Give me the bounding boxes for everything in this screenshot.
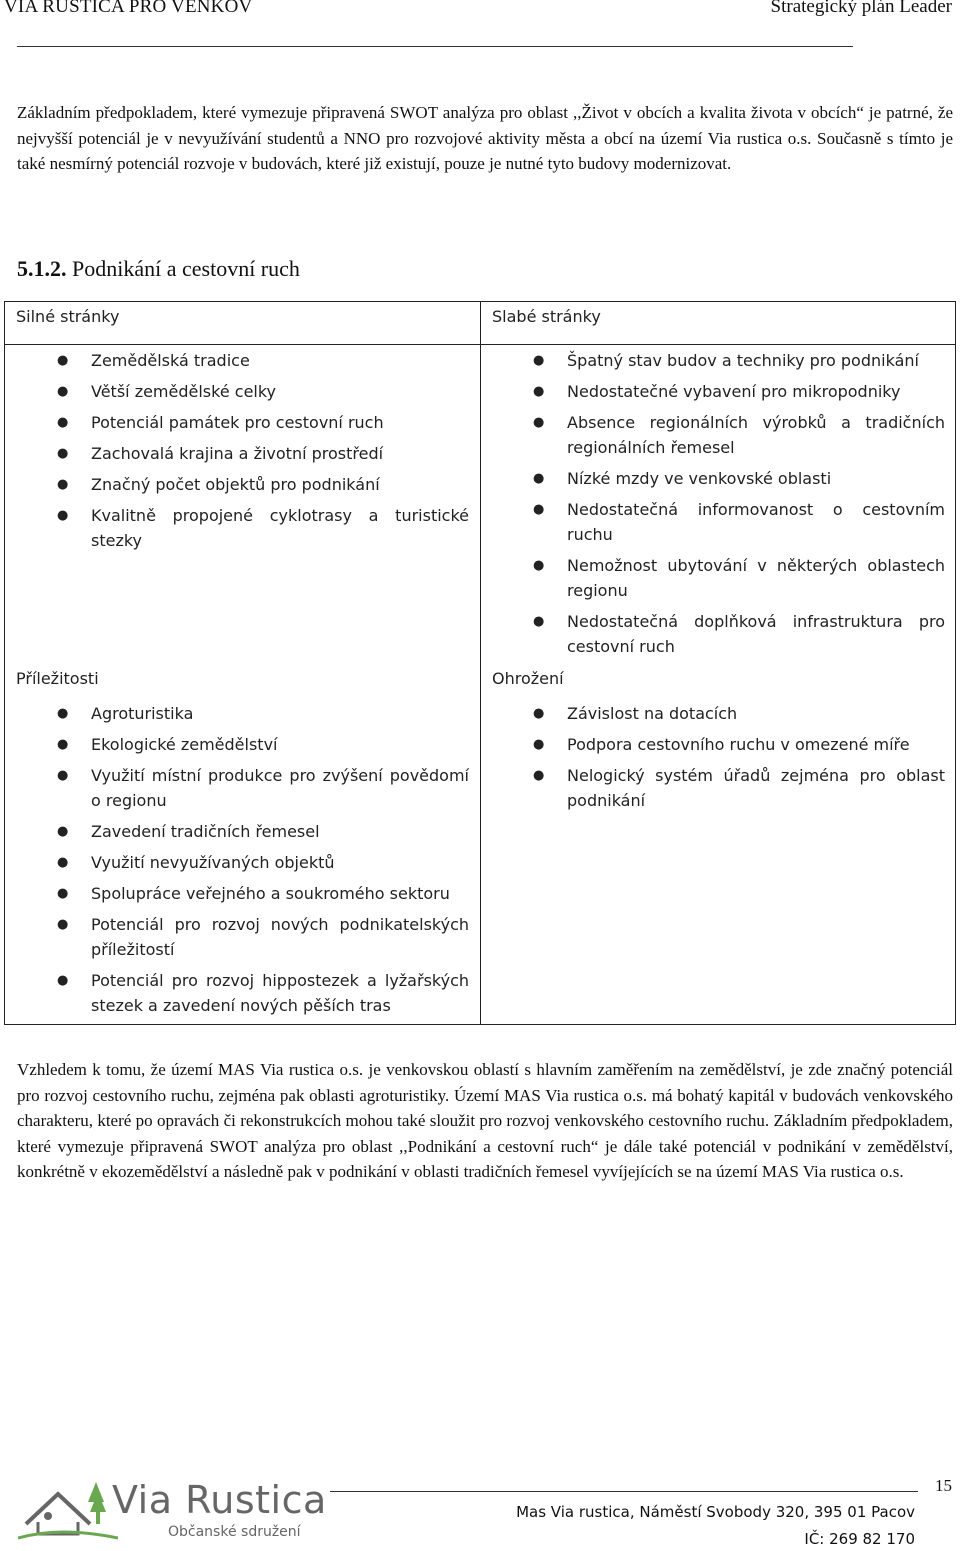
strength-item-text: Zemědělská tradice bbox=[91, 351, 250, 370]
logo-subtitle: Občanské sdružení bbox=[168, 1524, 301, 1540]
weakness-item-text: Nedostatečné vybavení pro mikropodniky bbox=[567, 382, 901, 401]
swot-column-divider bbox=[480, 302, 481, 1024]
weakness-item-text: Nedostatečná doplňková infrastruktura pro cestovní ruch bbox=[567, 612, 945, 656]
strength-item-text: Značný počet objektů pro podnikání bbox=[91, 475, 380, 494]
bullet-icon: ● bbox=[533, 353, 545, 368]
bullet-icon: ● bbox=[533, 737, 545, 752]
strength-item-text: Zachovalá krajina a životní prostředí bbox=[91, 444, 384, 463]
house-tree-logo-icon bbox=[18, 1472, 118, 1542]
bullet-icon: ● bbox=[57, 824, 69, 839]
weakness-item-text: Nízké mzdy ve venkovské oblasti bbox=[567, 469, 832, 488]
closing-paragraph: Vzhledem k tomu, že území MAS Via rustica o.s. je venkovskou oblastí s hlavním zaměřením na zemědělství, je zde značný potenciál pro rozvoj cestovního ruchu, zejména pak oblasti agroturistiky. Území MAS Via rustica o.s. má bohatý kapitál v budovách venkovského charakteru, které po opravách či rekonstrukcích mohou také sloužit pro rozvoj venkovského cestovního ruchu. Základním předpokladem, které vymezuje připravená SWOT analýza pro oblast ,,Podnikání a cestovní ruch“ je dále také potenciál v podnikání v zemědělství, konkrétně v ekozemědělství a následně pak v podnikání v oblasti tradičních řemesel vyvíjejících se na území MAS Via rustica o.s. bbox=[17, 1060, 953, 1181]
bullet-icon: ● bbox=[57, 768, 69, 783]
weaknesses-list bbox=[531, 348, 945, 665]
opportunity-item bbox=[55, 968, 469, 1018]
threat-item-text: Nelogický systém úřadů zejména pro oblast podnikání bbox=[567, 766, 945, 810]
weakness-item bbox=[531, 497, 945, 547]
bullet-icon: ● bbox=[533, 768, 545, 783]
weakness-item bbox=[531, 466, 945, 491]
opportunity-item bbox=[55, 881, 469, 906]
weakness-item bbox=[531, 410, 945, 460]
intro-paragraph: Základním předpokladem, které vymezuje připravená SWOT analýza pro oblast ,,Život v obcích a kvalita života v obcích“ je patrné, že nejvyšší potenciál je v nevyužívání studentů a NNO pro rozvojové aktivity města a obcí na území Via rustica o.s. Současně s tímto je také nesmírný potenciál rozvoje v budovách, které již existují, pouze je nutné tyto budovy modernizovat. bbox=[17, 103, 953, 173]
footer-divider bbox=[330, 1491, 918, 1492]
weakness-item bbox=[531, 553, 945, 603]
strength-item-text: Potenciál památek pro cestovní ruch bbox=[91, 413, 384, 432]
weakness-item-text: Absence regionálních výrobků a tradičních regionálních řemesel bbox=[567, 413, 945, 457]
threat-item-text: Závislost na dotacích bbox=[567, 704, 738, 723]
section-heading bbox=[17, 256, 300, 282]
bullet-icon: ● bbox=[57, 973, 69, 988]
opportunity-item bbox=[55, 763, 469, 813]
swot-table bbox=[4, 301, 956, 1025]
strength-item bbox=[55, 379, 469, 404]
bullet-icon: ● bbox=[533, 502, 545, 517]
opportunity-item-text: Agroturistika bbox=[91, 704, 194, 723]
footer-ic: IČ: 269 82 170 bbox=[804, 1530, 915, 1548]
bullet-icon: ● bbox=[57, 706, 69, 721]
opportunity-item-text: Ekologické zemědělství bbox=[91, 735, 278, 754]
header-org-name: VIA RUSTICA PRO VENKOV bbox=[4, 0, 253, 17]
opportunity-item-text: Využití místní produkce pro zvýšení povědomí o regionu bbox=[91, 766, 469, 810]
header-document-title: Strategický plán Leader bbox=[770, 0, 952, 17]
strength-item bbox=[55, 503, 469, 553]
opportunities-list bbox=[55, 701, 469, 1024]
threats-title: Ohrožení bbox=[492, 669, 564, 688]
bullet-icon: ● bbox=[533, 614, 545, 629]
bullet-icon: ● bbox=[533, 384, 545, 399]
opportunity-item bbox=[55, 850, 469, 875]
section-title: Podnikání a cestovní ruch bbox=[72, 256, 300, 281]
logo-name: Via Rustica bbox=[112, 1478, 327, 1522]
footer-address: Mas Via rustica, Náměstí Svobody 320, 395 01 Pacov bbox=[516, 1503, 915, 1521]
opportunity-item bbox=[55, 819, 469, 844]
section-number: 5.1.2. bbox=[17, 256, 67, 281]
swot-header-divider bbox=[5, 344, 955, 345]
bullet-icon: ● bbox=[57, 415, 69, 430]
strength-item-text: Větší zemědělské celky bbox=[91, 382, 277, 401]
opportunity-item-text: Potenciál pro rozvoj nových podnikatelských příležitostí bbox=[91, 915, 469, 959]
strength-item-text: Kvalitně propojené cyklotrasy a turistické stezky bbox=[91, 506, 469, 550]
header-divider bbox=[17, 46, 853, 47]
bullet-icon: ● bbox=[533, 558, 545, 573]
opportunity-item-text: Potenciál pro rozvoj hippostezek a lyžařských stezek a zavedení nových pěších tras bbox=[91, 971, 469, 1015]
bullet-icon: ● bbox=[57, 477, 69, 492]
threat-item bbox=[531, 763, 945, 813]
strength-item bbox=[55, 472, 469, 497]
threats-list bbox=[531, 701, 945, 819]
bullet-icon: ● bbox=[57, 855, 69, 870]
opportunity-item-text: Využití nevyužívaných objektů bbox=[91, 853, 335, 872]
bullet-icon: ● bbox=[533, 706, 545, 721]
weakness-item bbox=[531, 379, 945, 404]
bullet-icon: ● bbox=[57, 508, 69, 523]
opportunity-item bbox=[55, 701, 469, 726]
opportunity-item-text: Spolupráce veřejného a soukromého sektoru bbox=[91, 884, 450, 903]
bullet-icon: ● bbox=[533, 415, 545, 430]
strength-item bbox=[55, 348, 469, 373]
opportunity-item bbox=[55, 732, 469, 757]
threat-item-text: Podpora cestovního ruchu v omezené míře bbox=[567, 735, 910, 754]
via-rustica-logo bbox=[18, 1472, 328, 1544]
weakness-item bbox=[531, 348, 945, 373]
page-header bbox=[0, 0, 960, 20]
page-number: 15 bbox=[935, 1476, 952, 1495]
weakness-item bbox=[531, 609, 945, 659]
opportunities-title: Příležitosti bbox=[16, 669, 99, 688]
strengths-list bbox=[55, 348, 469, 559]
bullet-icon: ● bbox=[57, 917, 69, 932]
threat-item bbox=[531, 732, 945, 757]
bullet-icon: ● bbox=[57, 886, 69, 901]
opportunity-item bbox=[55, 912, 469, 962]
bullet-icon: ● bbox=[57, 384, 69, 399]
bullet-icon: ● bbox=[533, 471, 545, 486]
weakness-item-text: Špatný stav budov a techniky pro podnikání bbox=[567, 351, 919, 370]
threat-item bbox=[531, 701, 945, 726]
weaknesses-title: Slabé stránky bbox=[492, 307, 601, 326]
opportunity-item-text: Zavedení tradičních řemesel bbox=[91, 822, 320, 841]
bullet-icon: ● bbox=[57, 353, 69, 368]
weakness-item-text: Nemožnost ubytování v některých oblastech regionu bbox=[567, 556, 945, 600]
weakness-item-text: Nedostatečná informovanost o cestovním ruchu bbox=[567, 500, 945, 544]
strength-item bbox=[55, 410, 469, 435]
strength-item bbox=[55, 441, 469, 466]
strengths-title: Silné stránky bbox=[16, 307, 120, 326]
bullet-icon: ● bbox=[57, 446, 69, 461]
bullet-icon: ● bbox=[57, 737, 69, 752]
